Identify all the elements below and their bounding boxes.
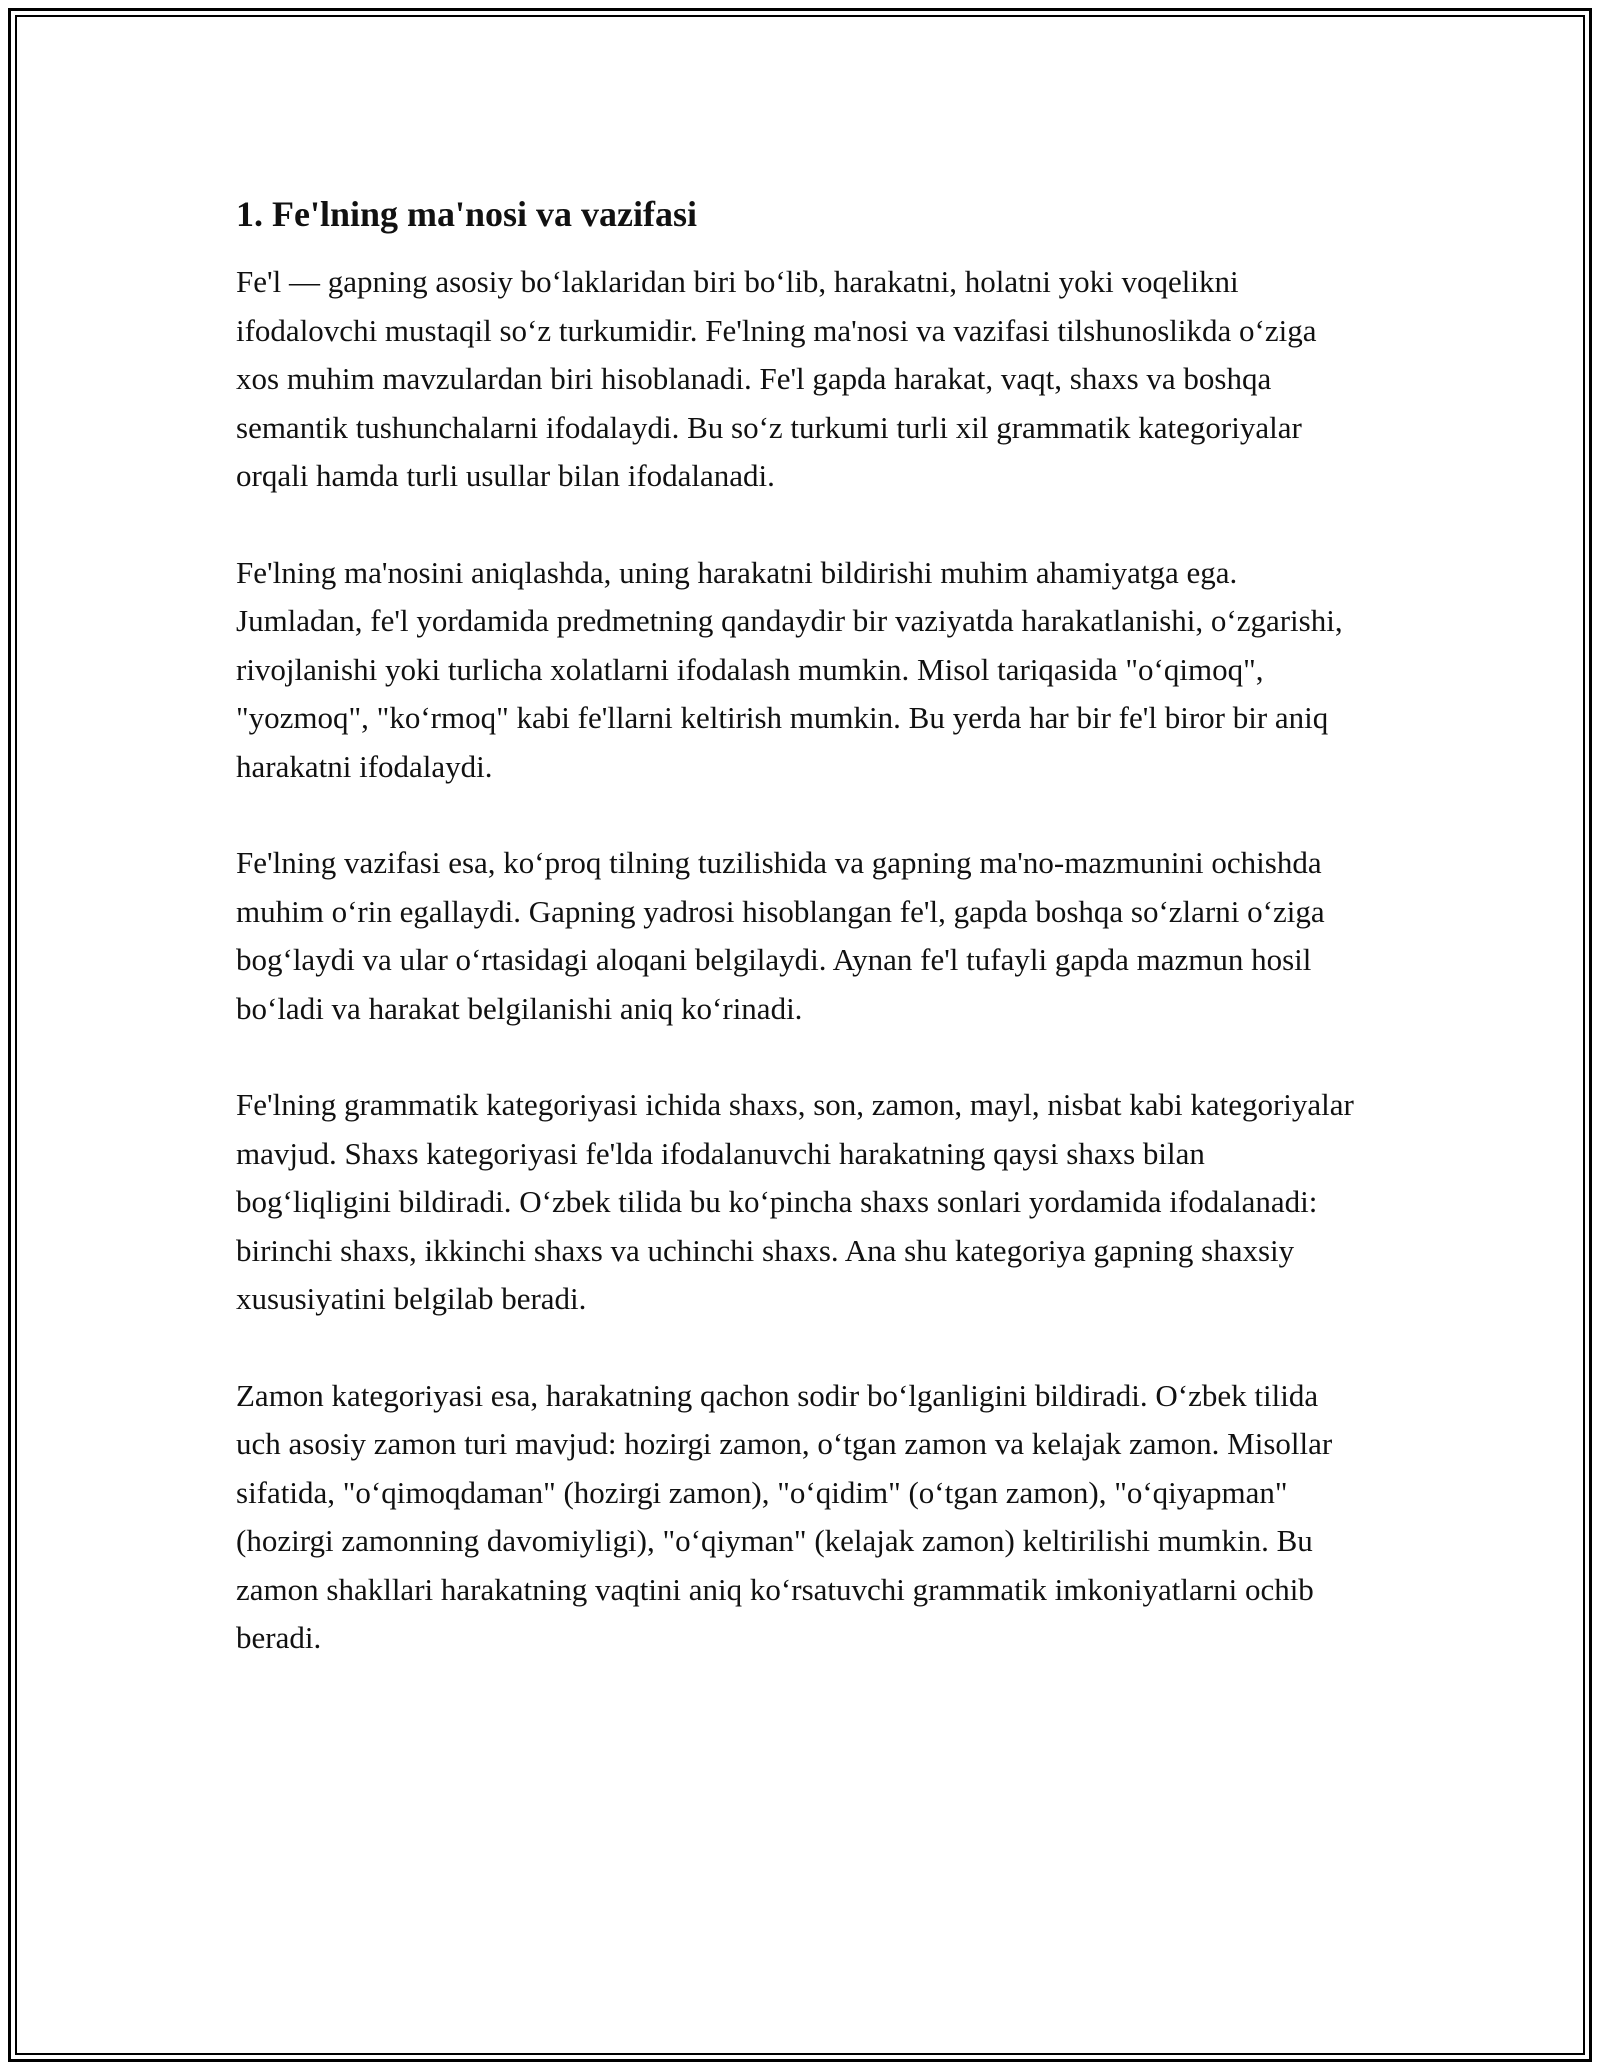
paragraph-2: Fe'lning ma'nosini aniqlashda, uning harakatni bildirishi muhim ahamiyatga ega. Jumladan, fe'l yordamida predmetning qandaydir bir vaziyatda harakatlanishi, o‘zgarishi, rivojlanishi yoki turlicha xolatlarni ifodalash mumkin. Misol tariqasida "o‘qimoq", "yozmoq", "ko‘rmoq" kabi fe'llarni keltirish mumkin. Bu yerda har bir fe'l biror bir aniq harakatni ifodalaydi. (236, 554, 1343, 784)
paragraph-4: Fe'lning grammatik kategoriyasi ichida shaxs, son, zamon, mayl, nisbat kabi kategoriyalar mavjud. Shaxs kategoriyasi fe'lda ifodalanuvchi harakatning qaysi shaxs bilan bog‘liqligini bildiradi. O‘zbek tilida bu ko‘pincha shaxs sonlari yordamida ifodalanadi: birinchi shaxs, ikkinchi shaxs va uchinchi shaxs. Ana shu kategoriya gapning shaxsiy xususiyatini belgilab beradi. (236, 1087, 1354, 1316)
paragraph-1: Fe'l — gapning asosiy bo‘laklaridan biri bo‘lib, harakatni, holatni yoki voqelikni ifodalovchi mustaqil so‘z turkumidir. Fe'lning ma'nosi va vazifasi tilshunoslikda o‘ziga xos muhim mavzulardan biri hisoblanadi. Fe'l gapda harakat, vaqt, shaxs va boshqa semantik tushunchalarni ifodalaydi. Bu so‘z turkumi turli xil grammatik kategoriyalar orqali hamda turli usullar bilan ifodalanadi. (236, 264, 1317, 493)
section-heading: 1. Fe'lning ma'nosi va vazifasi (236, 194, 698, 234)
paragraph-3: Fe'lning vazifasi esa, ko‘proq tilning tuzilishida va gapning ma'no-mazmunini ochishda muhim o‘rin egallaydi. Gapning yadrosi hisoblangan fe'l, gapda boshqa so‘zlarni o‘ziga bog‘laydi va ular o‘rtasidagi aloqani belgilaydi. Aynan fe'l tufayli gapda mazmun hosil bo‘ladi va harakat belgilanishi aniq ko‘rinadi. (236, 845, 1325, 1026)
document-body (236, 188, 1364, 1711)
paragraph-5: Zamon kategoriyasi esa, harakatning qachon sodir bo‘lganligini bildiradi. O‘zbek tilida uch asosiy zamon turi mavjud: hozirgi zamon, o‘tgan zamon va kelajak zamon. Misollar sifatida, "o‘qimoqdaman" (hozirgi zamon), "o‘qidim" (o‘tgan zamon), "o‘qiyapman" (hozirgi zamonning davomiyligi), "o‘qiyman" (kelajak zamon) keltirilishi mumkin. Bu zamon shakllari harakatning vaqtini aniq ko‘rsatuvchi grammatik imkoniyatlarni ochib beradi. (236, 1377, 1333, 1655)
